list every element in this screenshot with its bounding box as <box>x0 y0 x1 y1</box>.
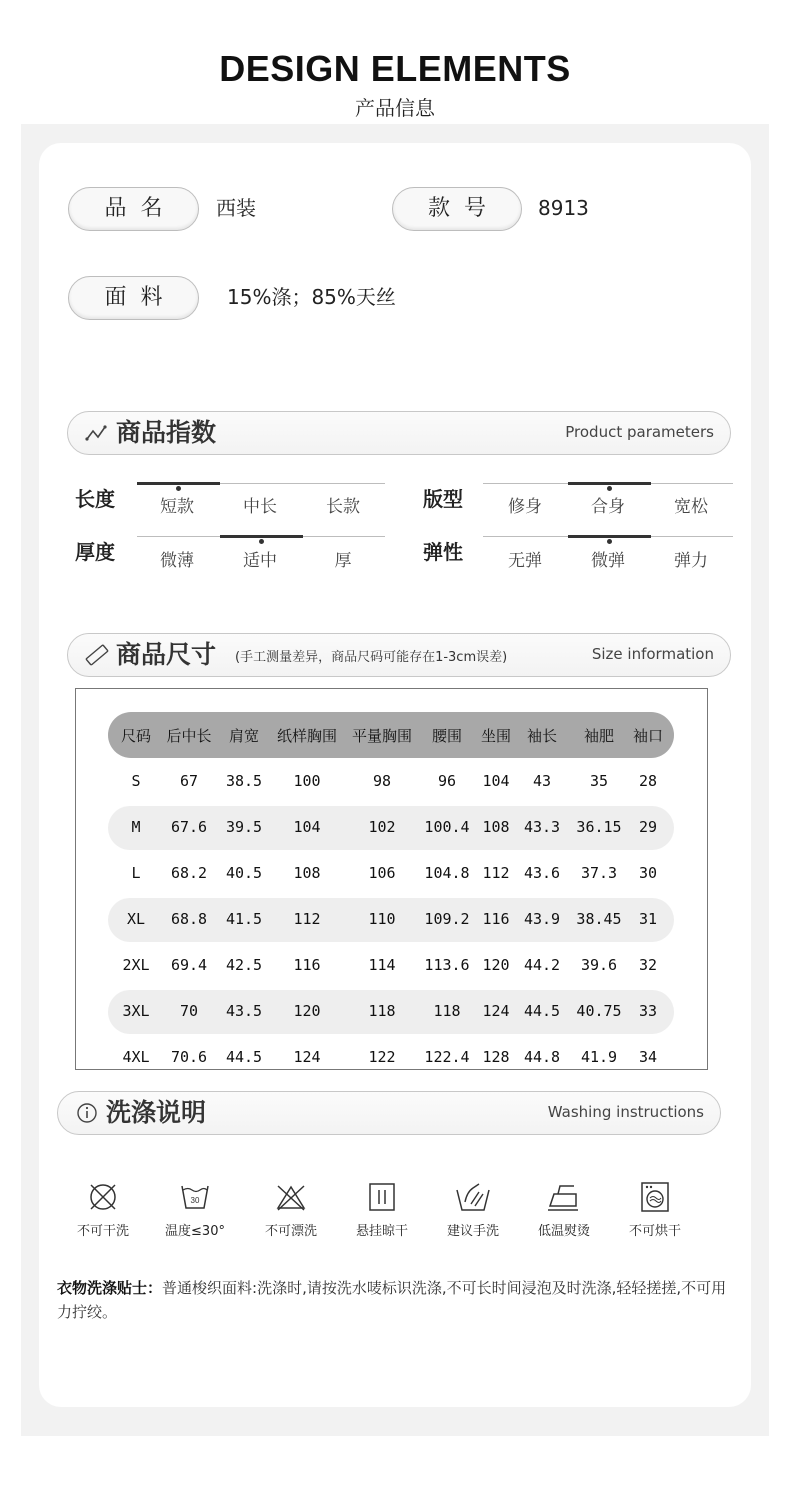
wash-item-hang-dry <box>337 1180 427 1239</box>
table-cell: 43 <box>532 772 552 790</box>
table-cell: 42.5 <box>225 956 263 974</box>
no-dry-clean-icon <box>86 1180 120 1214</box>
thickness-selected-mark <box>220 535 303 538</box>
table-cell: 104.8 <box>424 864 470 882</box>
table-cell: 37.3 <box>580 864 618 882</box>
table-cell: 110 <box>368 910 396 928</box>
elastic-selected-mark <box>568 535 651 538</box>
length-selected-mark <box>137 482 220 485</box>
length-option-mid: 中长 <box>243 497 277 517</box>
wash-label: 低温熨烫 <box>537 1224 590 1239</box>
svg-text:30: 30 <box>190 1196 200 1205</box>
size-table-header-cell: 纸样胸围 <box>276 727 337 745</box>
table-cell: 67 <box>179 772 199 790</box>
table-cell: 100 <box>293 772 321 790</box>
wash-item-no-tumble-dry <box>610 1180 700 1239</box>
table-cell: 43.9 <box>523 910 561 928</box>
fabric-label-pill: 面料 <box>68 276 199 320</box>
length-selected-dot <box>176 486 181 491</box>
size-table <box>75 688 708 1070</box>
table-cell: 30 <box>638 864 658 882</box>
table-cell: 128 <box>482 1048 510 1066</box>
table-cell: 33 <box>638 1002 658 1020</box>
no-bleach-icon <box>274 1180 308 1214</box>
wash-item-no-dry-clean <box>58 1180 148 1239</box>
table-cell: 70.6 <box>170 1048 208 1066</box>
table-cell: 40.75 <box>576 1002 622 1020</box>
table-cell: 2XL <box>122 956 150 974</box>
table-cell: 34 <box>638 1048 658 1066</box>
table-cell: 122.4 <box>424 1048 470 1066</box>
wash-label: 温度≤30° <box>165 1224 225 1239</box>
table-cell: 43.3 <box>523 818 561 836</box>
size-note: (手工测量差异，商品尺码可能存在1-3cm误差) <box>235 650 508 665</box>
table-cell: 3XL <box>122 1002 150 1020</box>
table-cell: 96 <box>437 772 457 790</box>
table-cell: L <box>131 864 141 882</box>
wash-item-hand-wash <box>428 1180 518 1239</box>
elastic-option-stretch: 弹力 <box>674 551 708 571</box>
wash-30-icon <box>178 1180 212 1214</box>
table-cell: 109.2 <box>424 910 470 928</box>
table-cell: 41.5 <box>225 910 263 928</box>
style-label-pill: 款号 <box>392 187 522 231</box>
washing-title: 洗涤说明 <box>106 1098 207 1127</box>
wash-item-low-iron <box>519 1180 609 1239</box>
table-cell: 40.5 <box>225 864 263 882</box>
elastic-option-slight: 微弹 <box>591 551 625 571</box>
table-cell: 29 <box>638 818 658 836</box>
size-table-header-cell: 坐围 <box>480 727 511 745</box>
fit-option-regular: 合身 <box>591 497 625 517</box>
info-icon <box>74 1100 100 1126</box>
length-label: 长度 <box>75 487 115 511</box>
washing-section-bar <box>57 1091 721 1135</box>
table-cell: 118 <box>368 1002 396 1020</box>
table-cell: 43.5 <box>225 1002 263 1020</box>
size-table-header-cell: 袖长 <box>526 727 557 745</box>
table-cell: 31 <box>638 910 658 928</box>
size-table-header-cell: 平量胸围 <box>351 727 412 745</box>
table-cell: 44.5 <box>225 1048 263 1066</box>
thickness-option-thick: 厚 <box>334 551 352 571</box>
table-cell: 124 <box>293 1048 321 1066</box>
table-cell: 104 <box>293 818 321 836</box>
hand-wash-icon <box>453 1180 493 1214</box>
size-table-header-cell: 尺码 <box>120 727 151 745</box>
fit-option-loose: 宽松 <box>674 497 708 517</box>
name-label-pill: 品名 <box>68 187 199 231</box>
table-cell: 114 <box>368 956 396 974</box>
thickness-option-thin: 微薄 <box>160 551 194 571</box>
thickness-label: 厚度 <box>75 540 115 564</box>
length-option-short: 短款 <box>160 497 194 517</box>
fit-selected-dot <box>607 486 612 491</box>
no-tumble-dry-icon <box>638 1180 672 1214</box>
table-cell: M <box>131 818 141 836</box>
thickness-option-medium: 适中 <box>243 551 277 571</box>
table-cell: 98 <box>372 772 392 790</box>
size-table-header-cell: 后中长 <box>166 727 212 745</box>
table-cell: 108 <box>482 818 510 836</box>
table-cell: 38.45 <box>576 910 622 928</box>
table-cell: 120 <box>482 956 510 974</box>
elastic-selected-dot <box>607 539 612 544</box>
size-table-header-cell: 肩宽 <box>228 727 259 745</box>
table-cell: 67.6 <box>170 818 208 836</box>
table-cell: 118 <box>433 1002 461 1020</box>
table-cell: 113.6 <box>424 956 470 974</box>
wash-item-no-bleach <box>246 1180 336 1239</box>
wash-label: 不可干洗 <box>76 1224 129 1239</box>
params-title: 商品指数 <box>116 418 217 447</box>
table-cell: 116 <box>482 910 510 928</box>
length-option-long: 长款 <box>326 497 360 517</box>
fit-label: 版型 <box>423 487 463 511</box>
table-cell: S <box>131 772 141 790</box>
table-cell: 70 <box>179 1002 199 1020</box>
fabric-value: 15%涤；85%天丝 <box>227 285 396 309</box>
table-cell: 68.2 <box>170 864 208 882</box>
wash-label: 不可漂洗 <box>264 1224 317 1239</box>
table-cell: 4XL <box>122 1048 150 1066</box>
table-cell: 38.5 <box>225 772 263 790</box>
low-iron-icon <box>544 1180 584 1214</box>
fit-selected-mark <box>568 482 651 485</box>
page-title: DESIGN ELEMENTS <box>219 48 571 89</box>
table-cell: 112 <box>293 910 321 928</box>
wash-label: 建议手洗 <box>446 1224 499 1239</box>
size-table-header-cell: 袖肥 <box>583 727 614 745</box>
washing-tips <box>57 1276 737 1324</box>
table-cell: 120 <box>293 1002 321 1020</box>
table-cell: 106 <box>368 864 396 882</box>
table-cell: 68.8 <box>170 910 208 928</box>
table-cell: 112 <box>482 864 510 882</box>
page-header <box>0 0 790 125</box>
size-en-title: Size information <box>591 645 714 663</box>
table-cell: 122 <box>368 1048 396 1066</box>
ruler-icon <box>84 642 110 668</box>
page-subtitle: 产品信息 <box>355 96 435 120</box>
table-cell: 102 <box>368 818 396 836</box>
table-cell: 116 <box>293 956 321 974</box>
size-table-header-cell: 袖口 <box>632 727 663 745</box>
trend-icon <box>84 420 110 446</box>
size-section-bar <box>67 633 731 677</box>
params-section-bar <box>67 411 731 455</box>
thickness-selected-dot <box>259 539 264 544</box>
table-cell: 36.15 <box>576 818 622 836</box>
table-cell: 39.5 <box>225 818 263 836</box>
table-cell: 108 <box>293 864 321 882</box>
table-cell: 69.4 <box>170 956 208 974</box>
table-cell: 39.6 <box>580 956 618 974</box>
table-cell: 28 <box>638 772 658 790</box>
size-table-header-cell: 腰围 <box>431 727 462 745</box>
table-cell: 44.8 <box>523 1048 561 1066</box>
table-cell: 43.6 <box>523 864 561 882</box>
washing-en-title: Washing instructions <box>547 1103 704 1121</box>
table-cell: 44.5 <box>523 1002 561 1020</box>
wash-item-30 <box>150 1180 240 1239</box>
table-cell: 104 <box>482 772 510 790</box>
tips-label: 衣物洗涤贴士： <box>57 1279 163 1297</box>
table-cell: 35 <box>589 772 609 790</box>
elastic-option-none: 无弹 <box>508 551 542 571</box>
table-cell: 124 <box>482 1002 510 1020</box>
params-en-title: Product parameters <box>565 423 714 441</box>
fit-option-slim: 修身 <box>508 497 542 517</box>
elastic-label: 弹性 <box>423 540 463 564</box>
name-value: 西装 <box>216 196 256 220</box>
size-title: 商品尺寸 <box>116 640 217 669</box>
wash-label: 不可烘干 <box>628 1224 681 1239</box>
style-value: 8913 <box>538 196 589 220</box>
table-cell: 41.9 <box>580 1048 618 1066</box>
hang-dry-icon <box>365 1180 399 1214</box>
wash-label: 悬挂晾干 <box>355 1224 408 1239</box>
table-cell: 32 <box>638 956 658 974</box>
tips-text: 普通梭织面料:洗涤时,请按洗水唛标识洗涤,不可长时间浸泡及时洗涤,轻轻搓搓,不可用力拧绞。 <box>57 1279 727 1321</box>
table-cell: 44.2 <box>523 956 561 974</box>
table-cell: 100.4 <box>424 818 470 836</box>
table-cell: XL <box>126 910 146 928</box>
